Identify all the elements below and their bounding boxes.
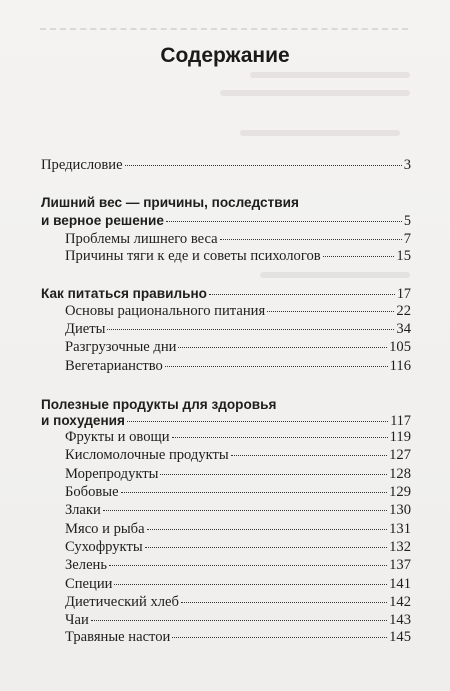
toc-page-number: 128: [389, 466, 411, 482]
toc-page-number: 145: [389, 629, 411, 645]
toc-entry[interactable]: [65, 428, 411, 446]
toc-page-number: 132: [389, 539, 411, 555]
toc-page-number: 7: [403, 231, 411, 247]
toc-entry[interactable]: [65, 338, 411, 356]
toc-entry[interactable]: [65, 247, 411, 265]
toc-entry-label: Проблемы лишнего веса: [65, 231, 218, 247]
page-title: Содержание: [160, 44, 290, 67]
dot-leader: [209, 294, 395, 295]
toc-page-number: 117: [390, 413, 411, 429]
toc-entry[interactable]: [65, 575, 411, 593]
toc-page-number: 17: [396, 286, 411, 302]
toc-entry-label: Травяные настои: [65, 629, 171, 645]
toc-page-number: 130: [389, 502, 411, 518]
toc-entry[interactable]: [65, 520, 411, 538]
dot-leader: [147, 529, 388, 530]
toc-entry-label: Специи: [65, 576, 113, 592]
toc-entry-label: Кисломолочные продукты: [65, 447, 229, 463]
toc-entry-label: и верное решение: [41, 213, 164, 228]
toc-page-number: 142: [389, 594, 411, 610]
toc-section-entry[interactable]: [41, 285, 411, 303]
toc-entry-label: и похудения: [41, 413, 125, 428]
toc-section-heading: Полезные продукты для здоровья: [41, 397, 277, 412]
toc-entry-label: Основы рационального питания: [65, 303, 266, 319]
toc-section-entry[interactable]: [41, 212, 411, 230]
toc-entry[interactable]: [65, 556, 411, 574]
toc-entry[interactable]: [65, 593, 411, 611]
dot-leader: [145, 547, 387, 548]
toc-page-number: 119: [389, 429, 411, 445]
toc-page-number: 34: [396, 321, 411, 337]
dot-leader: [127, 421, 388, 422]
toc-page-number: 127: [389, 447, 411, 463]
dot-leader: [109, 565, 387, 566]
toc-entry[interactable]: [65, 357, 411, 375]
toc-entry[interactable]: [65, 446, 411, 464]
dot-leader: [181, 602, 387, 603]
toc-entry[interactable]: [65, 538, 411, 556]
toc-page-number: 116: [389, 358, 411, 374]
dot-leader: [231, 455, 387, 456]
toc-entry-label: Диетический хлеб: [65, 594, 179, 610]
toc-entry[interactable]: [65, 465, 411, 483]
dot-leader: [91, 620, 387, 621]
toc-page-number: 141: [389, 576, 411, 592]
dot-leader: [160, 474, 387, 475]
toc-entry-label: Чаи: [65, 612, 89, 628]
dot-leader: [114, 584, 387, 585]
toc-entry[interactable]: [65, 320, 411, 338]
dot-leader: [267, 311, 394, 312]
dot-leader: [178, 347, 387, 348]
dot-leader: [323, 256, 395, 257]
dot-leader: [103, 510, 387, 511]
toc-entry[interactable]: [65, 483, 411, 501]
toc-entry-label: Предисловие: [41, 157, 123, 173]
toc-page-number: 131: [389, 521, 411, 537]
toc-page-number: 15: [396, 248, 411, 264]
toc-entry-label: Сухофрукты: [65, 539, 143, 555]
toc-entry-label: Вегетарианство: [65, 358, 163, 374]
toc-page-number: 22: [396, 303, 411, 319]
toc-entry[interactable]: [65, 230, 411, 248]
toc-entry-label: Бобовые: [65, 484, 119, 500]
toc-entry-label: Разгрузочные дни: [65, 339, 177, 355]
toc-entry-label: Злаки: [65, 502, 101, 518]
toc-section-heading: Лишний вес — причины, последствия: [41, 195, 299, 210]
toc-entry-label: Причины тяги к еде и советы психологов: [65, 248, 321, 264]
toc-page-number: 5: [403, 213, 411, 229]
dot-leader: [165, 366, 388, 367]
toc-page-number: 105: [389, 339, 411, 355]
toc-page-number: 129: [389, 484, 411, 500]
toc-entry[interactable]: [65, 628, 411, 646]
dot-leader: [220, 239, 402, 240]
toc-entry-label: Фрукты и овощи: [65, 429, 170, 445]
toc-page-number: 137: [389, 557, 411, 573]
dot-leader: [107, 329, 394, 330]
toc-entry[interactable]: [65, 302, 411, 320]
dot-leader: [172, 437, 388, 438]
dot-leader: [121, 492, 388, 493]
dot-leader: [172, 637, 387, 638]
toc-entry[interactable]: [65, 501, 411, 519]
toc-entry[interactable]: [41, 156, 411, 174]
dot-leader: [166, 221, 402, 222]
toc-entry-label: Диеты: [65, 321, 106, 337]
toc-entry-label: Как питаться правильно: [41, 286, 207, 301]
toc-entry-label: Зелень: [65, 557, 108, 573]
dot-leader: [125, 165, 402, 166]
toc-entry-label: Морепродукты: [65, 466, 159, 482]
toc-page-number: 3: [403, 157, 411, 173]
toc-entry-label: Мясо и рыба: [65, 521, 145, 537]
toc-entry[interactable]: [65, 611, 411, 629]
toc-page-number: 143: [389, 612, 411, 628]
